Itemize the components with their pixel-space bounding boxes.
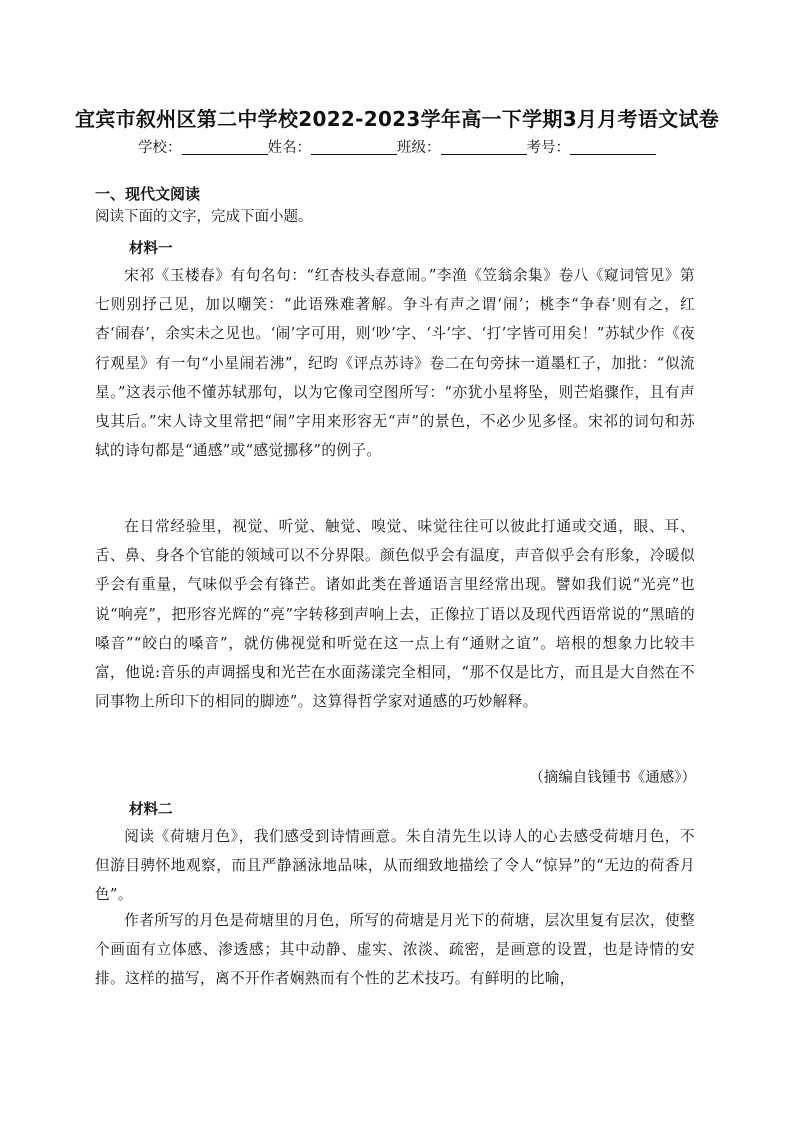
material-2-paragraph: 阅读《荷塘月色》，我们感受到诗情画意。朱自清先生以诗人的心去感受荷塘月色，不但游目骋怀地观察，而且严静涵泳地品味，从而细致地描绘了令人“惊异”的“无边的荷香月色”。 [95,828,695,904]
school-blank[interactable] [182,140,268,155]
exam-number-label: 考号： [526,140,570,156]
student-info-line [0,136,794,157]
class-blank[interactable] [441,140,527,155]
exam-number-blank[interactable] [570,140,656,155]
school-label: 学校： [138,140,182,156]
section-title: 一、现代文阅读 [95,185,201,203]
material-1-source: （摘编自钱锺书《通感》） [529,770,696,786]
name-blank[interactable] [311,140,397,155]
material-1-paragraph: 宋祁《玉楼春》有句名句：“红杏枝头春意闹。”李渔《笠翁余集》卷八《窥词管见》第七则别抒己见，加以嘲笑：“此语殊难著解。争斗有声之谓‘闹’；桃李“争春’则有之，红杏‘闹春’，余实未之见也。‘闹’字可用，则‘吵’字、‘斗’字、‘打’字皆可用矣！”苏轼少作《夜行观星》有一句“小星闹若沸”，纪昀《评点苏诗》卷二在句旁抹一道墨杠子，加批：“似流星。”这表示他不懂苏轼那句，以为它像司空图所写：“亦犹小星将坠，则芒焰骤作，且有声曳其后。”宋人诗文里常把“闹”字用来形容无“声”的景色，不必少见多怪。宋祁的词句和苏轼的诗句都是“通感”或“感觉挪移”的例子。 [95,267,695,460]
section-instruction: 阅读下面的文字，完成下面小题。 [95,209,313,225]
material-2-title: 材料二 [129,802,173,818]
class-label: 班级： [397,140,441,156]
material-2-paragraph: 作者所写的月色是荷塘里的月色，所写的荷塘是月光下的荷塘，层次里复有层次，使整个画面有立体感、渗透感；其中动静、虚实、浓淡、疏密，是画意的设置，也是诗情的安排。这样的描写，离不开作者娴熟而有个性的艺术技巧。有鲜明的比喻， [95,912,695,988]
exam-title: 宜宾市叙州区第二中学校2022-2023学年高一下学期3月月考语文试卷 [74,107,720,131]
material-1-title: 材料一 [129,241,173,257]
material-1-paragraph: 在日常经验里，视觉、听觉、触觉、嗅觉、味觉往往可以彼此打通或交通，眼、耳、舌、鼻、身各个官能的领域可以不分界限。颜色似乎会有温度，声音似乎会有形象，冷暖似乎会有重量，气味似乎会有锋芒。诸如此类在普通语言里经常出现。譬如我们说“光亮”也说“响亮”，把形容光辉的“亮”字转移到声响上去，正像拉丁语以及现代西语常说的“黑暗的嗓音”“皎白的嗓音”，就仿佛视觉和听觉在这一点上有“通财之谊”。培根的想象力比较丰富，他说:音乐的声调摇曳和光芒在水面荡漾完全相同，“那不仅是比方，而且是大自然在不同事物上所印下的相同的脚迹”。这算得哲学家对通感的巧妙解释。 [95,518,695,711]
name-label: 姓名： [267,140,311,156]
